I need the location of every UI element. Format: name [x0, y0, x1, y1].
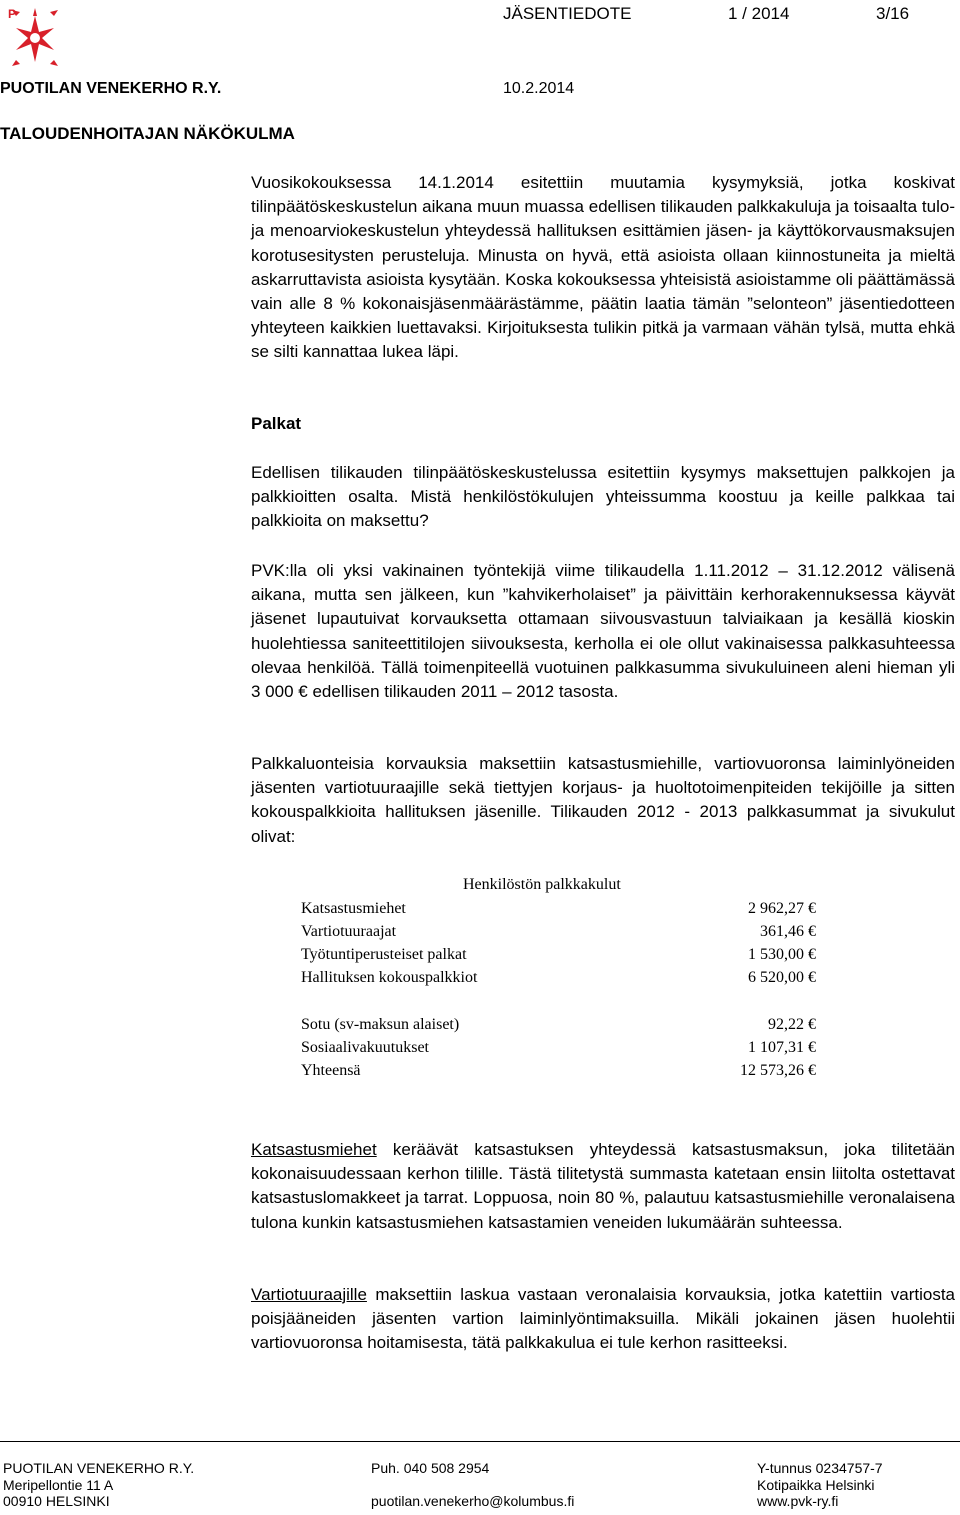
row-label: Sosiaalivakuutukset [301, 1039, 429, 1056]
table-row [301, 900, 816, 922]
page-number: 3/16 [876, 4, 910, 23]
footer-address [3, 1460, 194, 1510]
logo-star-icon [6, 4, 64, 70]
row-amount: 12 573,26 € [740, 1062, 816, 1079]
palkat-paragraph-2 [251, 559, 955, 704]
row-label: Sotu (sv-maksun alaiset) [301, 1016, 460, 1033]
intro-paragraph [251, 171, 955, 365]
row-amount: 6 520,00 € [748, 969, 816, 986]
heading-palkat: Palkat [251, 414, 302, 433]
table-row [301, 946, 816, 968]
table-row [301, 969, 816, 991]
footer-org: PUOTILAN VENEKERHO R.Y. [3, 1460, 195, 1476]
row-label: Vartiotuuraajat [301, 923, 397, 940]
row-label: Katsastusmiehet [301, 900, 406, 917]
palkat-text-1: Edellisen tilikauden tilinpäätöskeskustelussa esitettiin kysymys maksettujen palkkojen ja palkkioitten osalta. Mistä henkilöstökulujen yhteissumma koostuu ja keille palkkaa tai palkkioita on maksettu? [251, 463, 955, 531]
issue-date: 10.2.2014 [503, 80, 575, 97]
row-amount: 1 530,00 € [748, 946, 816, 963]
footer-business-id: Y-tunnus 0234757-7 [757, 1460, 883, 1476]
table-row [301, 1039, 816, 1061]
vartio-term: Vartiotuuraajille [251, 1285, 367, 1304]
footer-street: Meripellontie 11 A [3, 1476, 114, 1493]
katsastus-text: keräävät katsastuksen yhteydessä katsastusmaksun, joka tilitetään kokonaisuudessaan kerhon tilille. Tästä tilitetystä summasta katetaan ensin liitolta ostettavat katsastuslomakkeet ja tarrat. Loppuosa, noin 80 %, palautuu katsastusmiehille veronalaisena tulona kunkin katsastusmiehen katsastamien veneiden lukumäärän suhteessa. [251, 1140, 955, 1232]
table-row [301, 1016, 816, 1038]
footer-contact [371, 1460, 574, 1510]
footer-phone: Puh. 040 508 2954 [371, 1460, 490, 1476]
section-title: TALOUDENHOITAJAN NÄKÖKULMA [0, 124, 295, 143]
palkat-text-2: PVK:lla oli yksi vakinainen työntekijä viime tilikaudella 1.11.2012 – 31.12.2012 välisenä aikana, mutta sen jälkeen, kun ”kahvikerholaiset” ja päivittäin kerhorakennuksessa käyvät jäsenet lupautuivat korvauksetta ottamaan siivousvastuun talviaikaan ja kesällä kioskin huolehtiessa saniteettitilojen siivouksesta, kerholla ei ole ollut vakinaisessa palkkasuhteessa olevaa henkilöä. Tällä toimenpiteellä vuotuinen palkkasumma sivukuluineen aleni hieman yli 3 000 € edellisen tilikauden 2011 – 2012 tasosta. [251, 561, 955, 702]
intro-text: Vuosikokouksessa 14.1.2014 esitettiin muutamia kysymyksiä, jotka koskivat tilinpäätöskeskustelun aikana muun muassa edellisen tilikauden palkkakuluja ja toisaalta tulo- ja menoarviokeskustelun yhteydessä hallituksen esittämien jäsen- ja käyttökorvausmaksujen korotusesitysten perusteluja. Minusta on hyvä, että asioista ollaan kiinnostuneita ja mieltä askarruttavista asioista kysytään. Koska kokouksessa yhteisistä asioistamme oli päättämässä vain alle 8 % kokonaisjäsenmäärästämme, päätin laatia tämän ”selonteon” jäsentiedotteen yhteyteen kaikkien luettavaksi. Kirjoituksesta tulikin pitkä ja varmaan vähän tylsä, mutta ehkä se silti kannattaa lukea läpi. [251, 173, 955, 362]
org-name: PUOTILAN VENEKERHO R.Y. [0, 80, 222, 97]
row-label: Hallituksen kokouspalkkiot [301, 969, 478, 986]
vartio-paragraph [251, 1283, 955, 1356]
row-amount: 92,22 € [768, 1016, 816, 1033]
row-amount: 2 962,27 € [748, 900, 816, 917]
table-row [301, 923, 816, 945]
row-label: Työtuntiperusteiset palkat [301, 946, 467, 963]
katsastus-term: Katsastusmiehet [251, 1140, 377, 1159]
footer-email: puotilan.venekerho@kolumbus.fi [371, 1493, 575, 1509]
footer-spacer [371, 1477, 574, 1494]
svg-text:P: P [8, 7, 17, 21]
table-title: Henkilöstön palkkakulut [463, 876, 621, 893]
club-logo [6, 4, 64, 70]
row-label: Yhteensä [301, 1062, 361, 1079]
katsastus-paragraph [251, 1138, 955, 1235]
footer-website: www.pvk-ry.fi [757, 1493, 839, 1509]
vartio-text: maksettiin laskua vastaan veronalaisia korvauksia, jotka katettiin vartiosta poisjääneiden jäsenten vartion laiminlyöntimaksuilla. Mikäli jokainen jäsen huolehtii vartiovuoronsa hoitamisesta, tätä palkkakulua ei tule kerhon rasitteeksi. [251, 1285, 955, 1353]
issue-number: 1 / 2014 [728, 4, 790, 23]
palkat-text-3: Palkkaluonteisia korvauksia maksettiin katsastusmiehille, vartiovuoronsa laiminlyöneiden jäsenten vartiotuuraajille sekä tiettyjen korjaus- ja huoltotoimenpiteiden tekijöille ja sitten kokouspalkkioita hallituksen jäsenille. Tilikauden 2012 - 2013 palkkasummat ja sivukulut olivat: [251, 754, 955, 846]
palkat-paragraph-3 [251, 752, 955, 849]
footer-divider [0, 1441, 960, 1442]
footer-city: 00910 HELSINKI [3, 1493, 110, 1509]
palkat-paragraph-1 [251, 461, 955, 534]
footer-registry [757, 1460, 883, 1510]
row-amount: 1 107,31 € [748, 1039, 816, 1056]
doc-type: JÄSENTIEDOTE [503, 4, 632, 23]
footer-domicile: Kotipaikka Helsinki [757, 1476, 875, 1493]
row-amount: 361,46 € [760, 923, 816, 940]
table-row [301, 1062, 816, 1084]
